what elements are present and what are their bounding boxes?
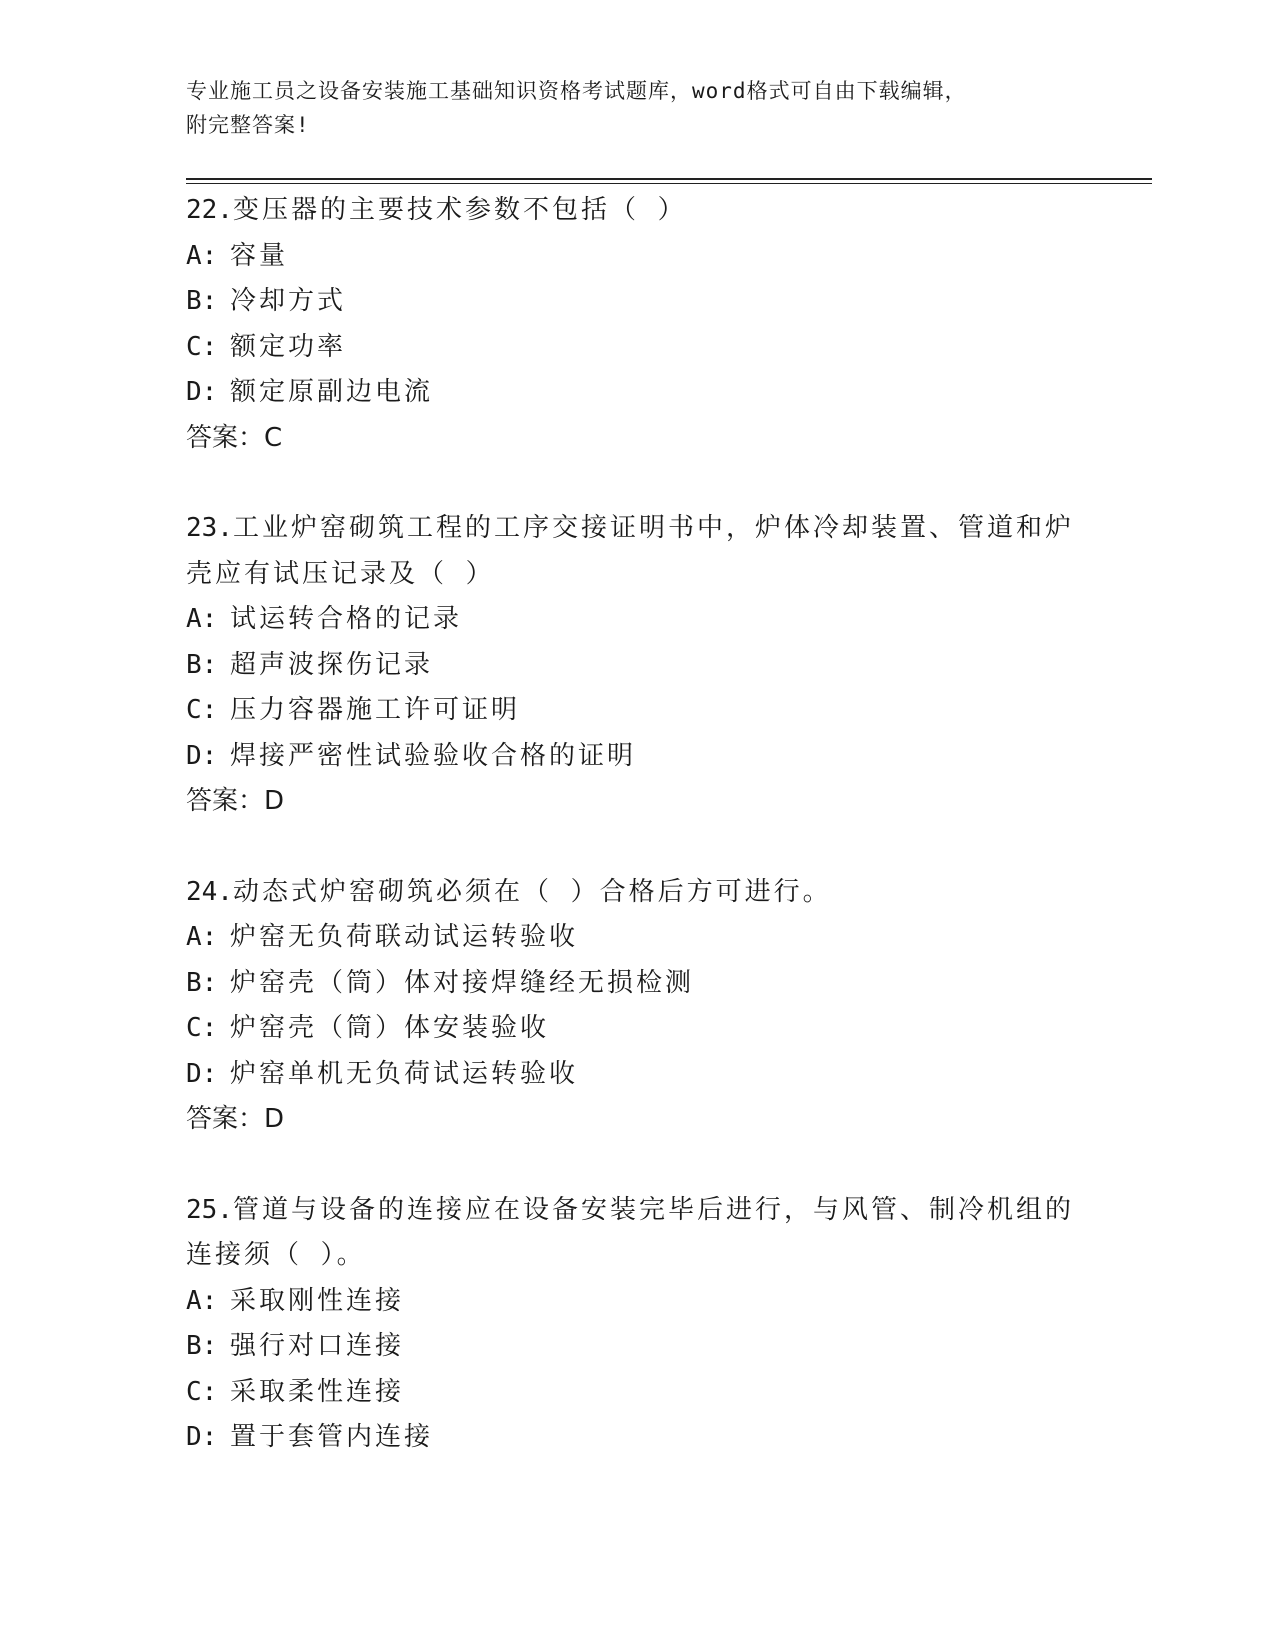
question-list: [186, 188, 1086, 1506]
option-d: [186, 1052, 1086, 1098]
question-stem-continued: 壳应有试压记录及（ ）: [186, 558, 495, 589]
option-key: D:: [186, 740, 218, 771]
option-text: 置于套管内连接: [230, 1422, 434, 1452]
question-stem: [186, 1188, 1086, 1234]
option-key: C:: [186, 1013, 218, 1043]
question-24: [186, 870, 1086, 1143]
question-text: 管道与设备的连接应在设备安装完毕后进行，与风管、制冷机组的: [232, 1194, 1074, 1225]
question-text: 工业炉窑砌筑工程的工序交接证明书中，炉体冷却装置、管道和炉: [232, 513, 1074, 543]
question-number: 23.: [186, 513, 233, 543]
header-line-1: 专业施工员之设备安装施工基础知识资格考试题库，word格式可自由下载编辑，: [186, 79, 967, 103]
answer-label: 答案：D: [186, 786, 285, 816]
option-key: B:: [186, 649, 218, 680]
option-b: [186, 279, 1086, 325]
question-stem: [186, 870, 1086, 916]
option-text: 额定原副边电流: [230, 377, 434, 407]
option-a: [186, 915, 1086, 961]
option-b: [186, 961, 1086, 1007]
option-d: [186, 370, 1086, 416]
question-text: 动态式炉窑砌筑必须在（ ）合格后方可进行。: [232, 876, 832, 907]
question-number: 22.: [186, 195, 233, 225]
question-number: 25.: [186, 1194, 233, 1225]
option-key: B:: [186, 1331, 218, 1361]
option-key: A:: [186, 1285, 218, 1316]
question-stem: [186, 188, 1086, 234]
question-23: [186, 506, 1086, 825]
question-stem: [186, 506, 1086, 552]
question-text: 变压器的主要技术参数不包括（ ）: [232, 195, 687, 225]
option-a: [186, 1279, 1086, 1325]
question-22: [186, 188, 1086, 461]
option-key: D:: [186, 1422, 218, 1452]
option-text: 额定功率: [230, 331, 347, 362]
option-text: 强行对口连接: [230, 1331, 405, 1361]
option-text: 炉窑壳（筒）体对接焊缝经无损检测: [230, 967, 695, 998]
option-key: B:: [186, 286, 218, 316]
option-b: [186, 1324, 1086, 1370]
answer-label: 答案：D: [186, 1104, 285, 1134]
option-c: [186, 1006, 1086, 1052]
option-key: B:: [186, 967, 218, 998]
option-key: C:: [186, 331, 218, 362]
option-a: [186, 597, 1086, 643]
option-b: [186, 643, 1086, 689]
option-key: C:: [186, 1376, 218, 1407]
question-25: [186, 1188, 1086, 1461]
option-key: A:: [186, 922, 218, 952]
option-d: [186, 1415, 1086, 1461]
option-text: 压力容器施工许可证明: [230, 695, 521, 725]
option-c: [186, 1370, 1086, 1416]
option-text: 采取刚性连接: [230, 1285, 405, 1316]
option-key: C:: [186, 695, 218, 725]
option-text: 炉窑单机无负荷试运转验收: [230, 1058, 579, 1089]
option-c: [186, 688, 1086, 734]
option-a: [186, 234, 1086, 280]
document-header: [186, 74, 1066, 142]
option-key: A:: [186, 604, 218, 634]
option-text: 冷却方式: [230, 286, 347, 316]
option-key: D:: [186, 377, 218, 407]
question-stem-continued: 连接须（ ）。: [186, 1240, 366, 1270]
option-text: 试运转合格的记录: [230, 604, 463, 634]
option-text: 炉窑无负荷联动试运转验收: [230, 922, 579, 952]
option-key: D:: [186, 1058, 218, 1089]
question-number: 24.: [186, 876, 233, 907]
header-line-2: 附完整答案!: [186, 113, 310, 137]
option-text: 超声波探伤记录: [230, 649, 434, 680]
option-text: 采取柔性连接: [230, 1376, 405, 1407]
header-divider: [186, 178, 1152, 184]
option-text: 焊接严密性试验验收合格的证明: [230, 740, 637, 771]
option-text: 容量: [230, 240, 289, 271]
option-text: 炉窑壳（筒）体安装验收: [230, 1013, 550, 1043]
option-c: [186, 325, 1086, 371]
answer-label: 答案：C: [186, 422, 283, 453]
option-d: [186, 734, 1086, 780]
option-key: A:: [186, 240, 218, 271]
